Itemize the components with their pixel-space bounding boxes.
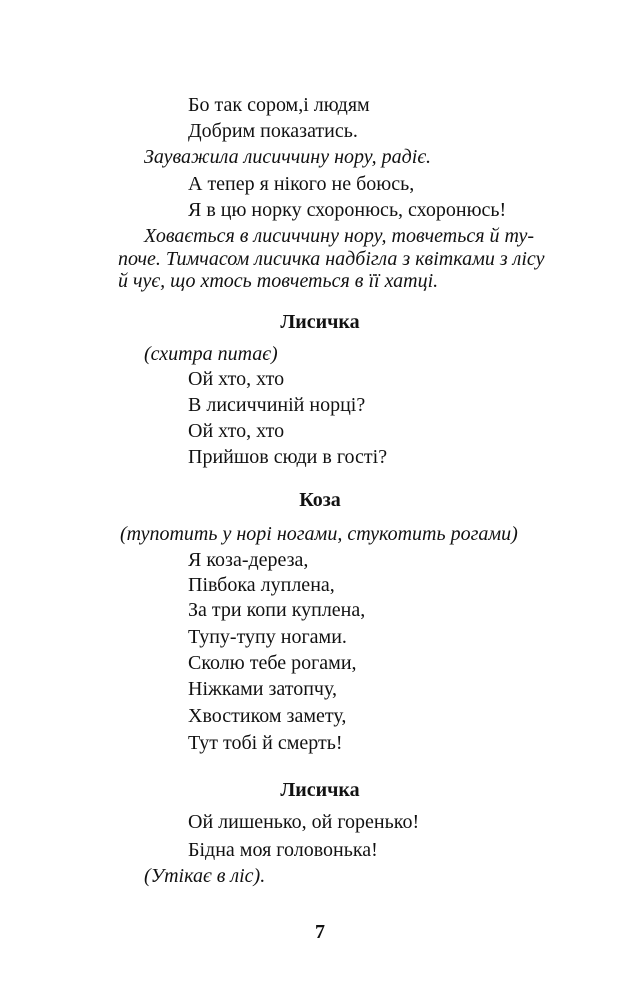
verse-line: Я в цю норку схоронюсь, схоронюсь! [188, 199, 507, 221]
verse-line: В лисиччиній норці? [188, 394, 366, 416]
stage-direction: (тупотить у норі ногами, стукотить рогами) [120, 523, 518, 545]
speaker-heading: Лисичка [280, 779, 360, 801]
verse-line: Ой хто, хто [188, 368, 285, 390]
stage-direction-line: Ховається в лисиччину нору, товчеться й ту- [144, 225, 534, 247]
stage-direction: (Утікає в ліс). [144, 865, 266, 887]
speaker-heading: Коза [299, 489, 341, 511]
verse-line: Ой лишенько, ой горенько! [188, 811, 420, 833]
page-number: 7 [315, 921, 325, 943]
stage-direction: Зауважила лисиччину нору, радіє. [144, 146, 432, 168]
verse-line: Ой хто, хто [188, 420, 285, 442]
verse-line: Півбока луплена, [188, 574, 335, 596]
verse-line: Бо так сором,і людям [188, 94, 370, 116]
stage-direction-line: й чує, що хтось товчеться в її хатці. [118, 270, 439, 292]
verse-line: За три копи куплена, [188, 599, 366, 621]
verse-line: Тут тобі й смерть! [188, 732, 343, 754]
verse-line: Ніжками затопчу, [188, 678, 337, 700]
verse-line: Добрим показатись. [188, 120, 358, 142]
verse-line: Прийшов сюди в гості? [188, 446, 388, 468]
verse-line: Тупу-тупу ногами. [188, 626, 347, 648]
speaker-heading: Лисичка [280, 311, 360, 333]
verse-line: А тепер я нікого не боюсь, [188, 173, 415, 195]
verse-line: Хвостиком замету, [188, 705, 347, 727]
stage-direction-line: поче. Тимчасом лисичка надбігла з квітками з лісу [118, 248, 545, 270]
stage-direction: (схитра питає) [144, 343, 278, 365]
verse-line: Я коза-дереза, [188, 549, 309, 571]
verse-line: Бідна моя головонька! [188, 839, 378, 861]
verse-line: Сколю тебе рогами, [188, 652, 357, 674]
